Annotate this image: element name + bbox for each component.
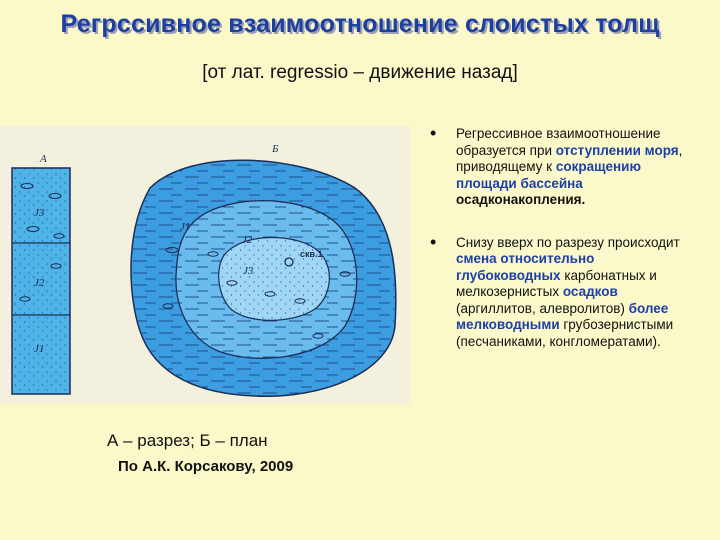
bullet-text: Регрессивное взаимоотношение образуется при — [456, 126, 661, 158]
bullet-highlight: отступлении моря — [555, 142, 679, 158]
bullet-bold: осадконакопления. — [456, 192, 586, 207]
bullet-highlight: смена относительно глубоководных — [456, 251, 595, 283]
label-j2-plan: J2 — [242, 234, 253, 246]
label-j1-section: J1 — [34, 343, 45, 355]
bullet-list — [430, 123, 695, 350]
figure — [0, 126, 410, 404]
slide-subtitle: [от лат. regressio – движение назад] — [202, 62, 518, 83]
slide-title: Регрссивное взаимоотношение слоистых толщ — [60, 10, 660, 38]
bullet-highlight: более мелководными — [456, 300, 669, 332]
bullet-dot-icon: • — [430, 231, 437, 252]
bullet-dot-icon: • — [430, 123, 437, 143]
bullet-text: (аргиллитов, алевролитов) — [456, 300, 629, 316]
bullet-text: , приводящему к — [456, 142, 683, 174]
label-borehole: скв.1 — [300, 249, 323, 259]
label-j2-section: J2 — [34, 277, 45, 289]
plan-map — [131, 160, 396, 396]
label-b: Б — [272, 143, 279, 155]
bullet-text: грубозернистыми (песчаниками, конгломератами). — [456, 317, 674, 349]
label-j3-section: J3 — [34, 207, 45, 219]
figure-source: По А.К. Корсакову, 2009 — [118, 458, 294, 475]
label-a: А — [40, 153, 47, 165]
bullet-text: карбонатных и мелкозернистых — [456, 267, 657, 299]
label-j3-plan: J3 — [243, 265, 254, 277]
bullet-highlight: осадков — [562, 284, 618, 299]
bullet-item — [430, 123, 695, 209]
figure-caption: А – разрез; Б – план — [107, 431, 268, 450]
bullet-highlight: сокращению площади бассейна — [456, 159, 641, 191]
label-j1-plan: J1 — [180, 221, 191, 233]
bullet-text: Снизу вверх по разрезу происходит — [456, 234, 680, 250]
bullet-item — [430, 231, 695, 351]
figure-illustration — [0, 126, 410, 404]
